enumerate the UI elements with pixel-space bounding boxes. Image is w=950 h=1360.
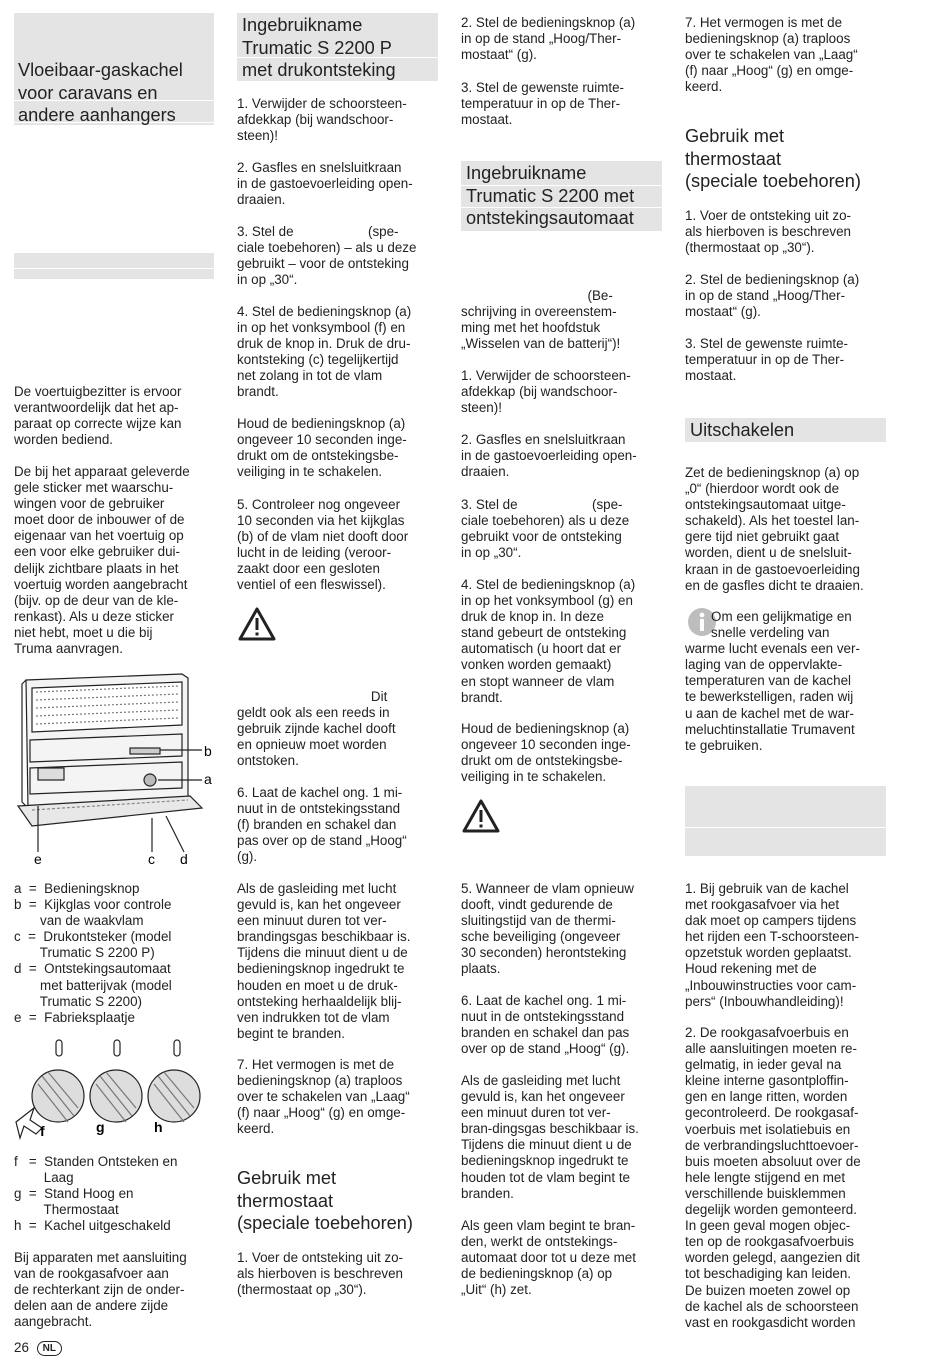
col4-title: Uitschakelen <box>690 420 795 440</box>
col2-paragraph-2: 2. Gasfles en snelsluitkraan in de gastoevoerleiding open- draaien. <box>237 160 413 208</box>
col2-paragraph-7: Dit geldt ook als een reeds in gebruik zijnde kachel dooft en opnieuw moet worden ontstoken. <box>237 689 396 769</box>
col4-paragraph-2: 1. Voer de ontsteking uit zo- als hierboven is beschreven (thermostaat op „30“). <box>685 208 851 256</box>
col2-paragraph-5: Houd de bedieningsknop (a) ongeveer 10 seconden inge- drukt om de ontstekingsbe- veiliging in te schakelen. <box>237 416 407 480</box>
col4-paragraph-7: 1. Bij gebruik van de kachel met rookgasafvoer via het dak moet op campers tijdens het rijden een T-schoorsteen- opzetstuk worden geplaatst. Houd rekening met de „Inbouwinstructies voor cam- pers“ (Inbouwhandleiding)! <box>685 881 859 1009</box>
col1-title: Vloeibaar-gaskachel voor caravans en andere aanhangers <box>18 60 183 125</box>
col4-paragraph-6: Om een gelijkmatige en snelle verdeling van warme lucht evenals een ver- laging van de oppervlakte- temperaturen van de kachel te bewerkstelligen, raden wij u aan de kachel met de war- meluchtinstallatie Trumavent te gebruiken. <box>685 609 860 753</box>
col2-paragraph-6: 5. Controleer nog ongeveer 10 seconden via het kijkglas (b) of de vlam niet dooft door lucht in de leiding (veroor- zaakt door een gesloten ventiel of een fleswissel). <box>237 497 409 593</box>
col4-paragraph-4: 3. Stel de gewenste ruimte- temperatuur in op de Ther- mostaat. <box>685 336 849 384</box>
col2-paragraph-11: 1. Voer de ontsteking uit zo- als hierboven is beschreven (thermostaat op „30“). <box>237 1250 403 1298</box>
page-footer <box>14 1340 62 1356</box>
col2-paragraph-3: 3. Stel de (spe- ciale toebehoren) – als u deze gebruikt – voor de ontsteking in op „30“. <box>237 224 417 288</box>
col3-paragraph-12: Als geen vlam begint te bran- den, werkt de ontstekings- automaat door tot u deze met de bedieningsknop (a) op „Uit“ (h) zet. <box>461 1218 636 1298</box>
col3-paragraph-4: 1. Verwijder de schoorsteen- afdekkap (bij wandschoor- steen)! <box>461 368 631 416</box>
page-number: 26 <box>14 1340 29 1355</box>
col3-paragraph-7: 4. Stel de bedieningsknop (a) in op het vonksymbool (g) en druk de knop in. In deze stand gebeurt de ontsteking automatisch (u hoort dat er vonken worden gemaakt) en stopt wanneer de vlam brandt. <box>461 577 636 705</box>
col1-empty-heading-box <box>14 253 214 279</box>
col3-paragraph-8: Houd de bedieningsknop (a) ongeveer 10 seconden inge- drukt om de ontstekingsbe- veiliging in te schakelen. <box>461 721 631 785</box>
col4-heading-thermostat: Gebruik met thermostaat (speciale toebehoren) <box>685 126 861 191</box>
warning-icon <box>238 606 276 642</box>
col3-paragraph-10: 6. Laat de kachel ong. 1 mi- nuut in de ontstekingsstand branden en schakel dan pas over op de stand „Hoog“ (g). <box>461 993 630 1057</box>
col4-empty-heading-box <box>685 786 886 856</box>
col1-paragraph-2: De bij het apparaat geleverde gele sticker met waarschu- wingen voor de gebruiker moet door de inbouwer of de eigenaar van het voertuig op een voor elke gebruiker dui- delijk zichtbare plaats in het voertuig worden aangebracht (bijv. op de deur van de kle- renkast). Als u deze sticker niet hebt, moet u die bij Truma aanvragen. <box>14 464 190 657</box>
fig-label-h: h <box>154 1119 163 1135</box>
col4-paragraph-3: 2. Stel de bedieningsknop (a) in op de stand „Hoog/Ther- mostaat“ (g). <box>685 272 860 320</box>
col3-title: Ingebruikname Trumatic S 2200 met ontstekingsautomaat <box>466 163 635 228</box>
col3-paragraph-5: 2. Gasfles en snelsluitkraan in de gastoevoerleiding open- draaien. <box>461 432 637 480</box>
col1-legend-1: a = Bedieningsknop b = Kijkglas voor controle van de waakvlam c = Drukontsteker (model Trumatic S 2200 P) d = Ontstekingsautomaat met batterijvak (model Trumatic S 2200) e = Fabrieksplaatje <box>14 881 172 1025</box>
heater-figure <box>12 670 222 870</box>
col1-legend-2: f = Standen Ontsteken en Laag g = Stand Hoog en Thermostaat h = Kachel uitgeschakeld <box>14 1154 178 1234</box>
fig-label-g: g <box>96 1119 105 1135</box>
col2-paragraph-1: 1. Verwijder de schoorsteen- afdekkap (bij wandschoor- steen)! <box>237 96 407 144</box>
col4-paragraph-1: 7. Het vermogen is met de bedieningsknop (a) traploos over te schakelen van „Laag“ (f) naar „Hoog“ (g) en omge- keerd. <box>685 15 858 95</box>
col3-paragraph-11: Als de gasleiding met lucht gevuld is, kan het ongeveer een minuut duren tot ver- bran-dingsgas beschikbaar is. Tijdens die minuut dient u de bedieningsknop ingedrukt te houden tot de vlam begint te branden. <box>461 1073 639 1201</box>
col4-paragraph-5: Zet de bedieningsknop (a) op „0“ (hierdoor wordt ook de ontstekingsautomaat uitge- schakeld). Als het toestel lan- gere tijd niet gebruikt gaat worden, dient u de snelsluit- kraan in de gastoevoerleiding en de gasfles dicht te draaien. <box>685 465 864 593</box>
col3-paragraph-2: 3. Stel de gewenste ruimte- temperatuur in op de Ther- mostaat. <box>461 80 625 128</box>
fig-label-e: e <box>34 851 42 867</box>
fig-label-b: b <box>204 743 212 759</box>
knob-positions-figure <box>12 1036 202 1140</box>
fig-label-f: f <box>40 1123 45 1139</box>
col3-paragraph-3: (Be- schrijving in overeenstem- ming met het hoofdstuk „Wisselen van de batterij“)! <box>461 288 621 352</box>
col1-paragraph-3: Bij apparaten met aansluiting van de rookgasafvoer aan de rechterkant zijn de onder- delen aan de andere zijde aangebracht. <box>14 1250 187 1330</box>
col3-paragraph-6: 3. Stel de (spe- ciale toebehoren) als u deze gebruikt voor de ontsteking in op „30“. <box>461 497 630 561</box>
col2-heading-thermostat: Gebruik met thermostaat (speciale toebehoren) <box>237 1168 413 1233</box>
col3-paragraph-9: 5. Wanneer de vlam opnieuw dooft, vindt gedurende de sluitingstijd van de thermi- sche beveiliging (ongeveer 30 seconden) herontsteking plaats. <box>461 881 634 977</box>
col1-paragraph-1: De voertuigbezitter is ervoor verantwoordelijk dat het ap- paraat op correcte wijze kan worden bediend. <box>14 384 182 448</box>
fig-label-c: c <box>148 851 155 867</box>
col2-title: Ingebruikname Trumatic S 2200 P met drukontsteking <box>242 15 396 80</box>
col2-paragraph-9: Als de gasleiding met lucht gevuld is, kan het ongeveer een minuut duren tot ver- brandingsgas beschikbaar is. Tijdens die minuut dient u de bedieningsknop ingedrukt te houden en moet u de druk- ontsteking herhaaldelijk blij- ven indrukken tot de vlam begint te branden. <box>237 881 411 1041</box>
warning-icon <box>462 798 500 834</box>
col3-paragraph-1: 2. Stel de bedieningsknop (a) in op de stand „Hoog/Ther- mostaat“ (g). <box>461 15 636 63</box>
language-badge: NL <box>37 1341 62 1356</box>
fig-label-d: d <box>180 851 188 867</box>
col2-paragraph-4: 4. Stel de bedieningsknop (a) in op het vonksymbool (f) en druk de knop in. Druk de dru- kontsteking (c) tegelijkertijd net zolang in tot de vlam brandt. <box>237 304 412 400</box>
col2-paragraph-10: 7. Het vermogen is met de bedieningsknop (a) traploos over te schakelen van „Laag“ (f) naar „Hoog“ (g) en omge- keerd. <box>237 1057 410 1137</box>
fig-label-a: a <box>204 771 212 787</box>
col4-paragraph-8: 2. De rookgasafvoerbuis en alle aansluitingen moeten re- gelmatig, in ieder geval na kleine interne gasontploffin- gen en lange ritten, worden gecontroleerd. De rookgasaf- voerbuis met isolatiebuis en de verbrandingsluchttoevoer- buis moeten absoluut over de hele lengte stijgend en met verschillende buisklemmen degelijk worden gemonteerd. In geen geval mogen objec- ten op de rookgasafvoerbuis worden gelegd, aangezien dit tot beschadiging kan leiden. De buizen moeten zowel op de kachel als de schoorsteen vast en rookgasdicht worden <box>685 1025 861 1330</box>
col2-paragraph-8: 6. Laat de kachel ong. 1 mi- nuut in de ontstekingsstand (f) branden en schakel dan pas over op de stand „Hoog“ (g). <box>237 785 407 865</box>
